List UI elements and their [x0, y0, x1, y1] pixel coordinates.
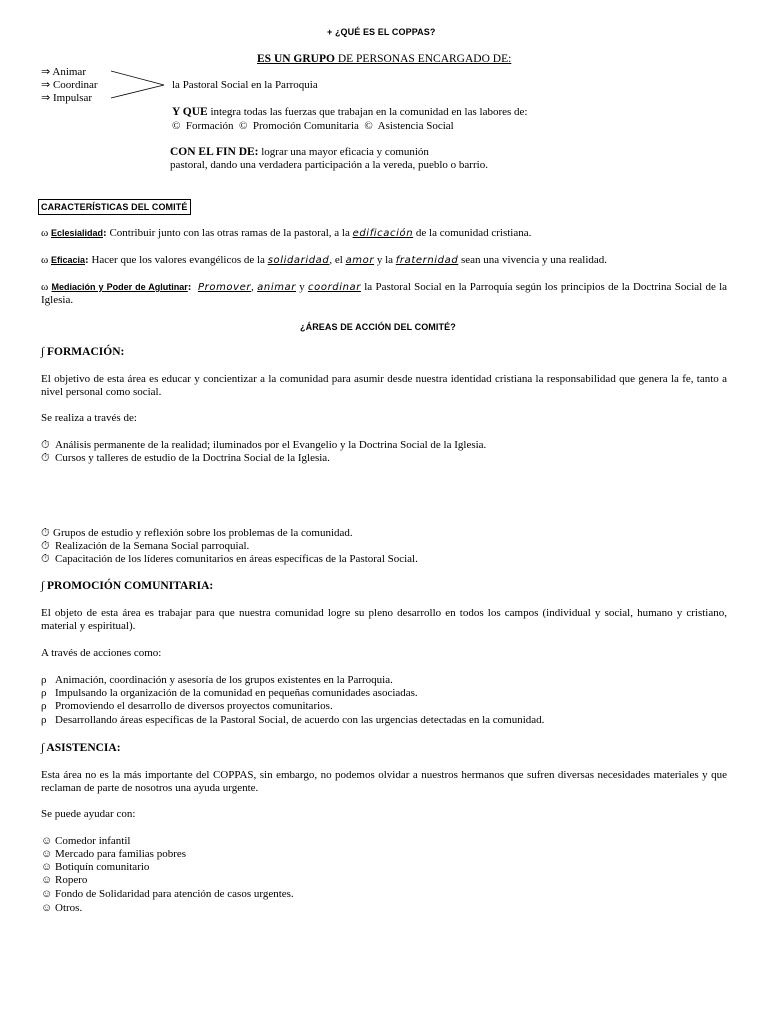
- smiley-icon: ☺: [41, 835, 53, 847]
- omega-icon: ω: [41, 227, 49, 239]
- formacion-para: El objetivo de esta área es educar y concientizar a la comunidad para asumir desde nuestra identidad cristiana la responsabilidad que genera la fe, tanto a nivel personal como social.: [41, 373, 727, 398]
- clock-icon: ⏱: [41, 527, 50, 539]
- intro-target: la Pastoral Social en la Parroquia: [172, 79, 318, 91]
- labor-item: Asistencia Social: [377, 120, 454, 132]
- list-item: ☺ Ropero: [41, 874, 88, 886]
- verb-label: Coordinar: [52, 79, 98, 91]
- verb-label: Animar: [52, 66, 86, 78]
- smiley-icon: ☺: [41, 861, 53, 873]
- copyright-icon: ©: [364, 120, 373, 132]
- list-item: ⏱ Grupos de estudio y reflexión sobre los problemas de la comunidad.: [41, 527, 353, 539]
- caracteristicas-heading: CARACTERÍSTICAS DEL COMITÉ: [38, 199, 191, 215]
- mediacion-label: Mediación y Poder de Aglutinar: [51, 282, 188, 292]
- rho-icon: ρ: [41, 714, 47, 726]
- list-item: ρ Animación, coordinación y asesoría de los grupos existentes en la Parroquia.: [41, 674, 393, 686]
- list-item: ⏱ Capacitación de los líderes comunitarios en áreas específicas de la Pastoral Social.: [41, 553, 418, 565]
- list-item: ☺ Fondo de Solidaridad para atención de casos urgentes.: [41, 888, 294, 900]
- smiley-icon: ☺: [41, 874, 53, 886]
- verb-item: [41, 92, 92, 105]
- omega-icon: ω: [41, 281, 49, 293]
- verb-label: Impulsar: [52, 92, 93, 104]
- labores-list: [172, 120, 454, 133]
- list-item: ⏱ Análisis permanente de la realidad; iluminados por el Evangelio y la Doctrina Social de la Iglesia.: [41, 439, 487, 451]
- clock-icon: ⏱: [41, 452, 50, 464]
- fin-line: CON EL FIN DE: lograr una mayor eficacia y comunión: [170, 146, 429, 158]
- intro-lead-rest: DE PERSONAS ENCARGADO DE:: [334, 53, 512, 65]
- rho-icon: ρ: [41, 687, 47, 699]
- list-item: ☺ Otros.: [41, 902, 83, 914]
- caracteristica-eclesialidad: ω Eclesialidad: Contribuir junto con las otras ramas de la pastoral, a la edificación de la comunidad cristiana.: [41, 227, 532, 239]
- list-item: ρ Impulsando la organización de la comunidad en pequeñas comunidades asociadas.: [41, 687, 418, 699]
- eclesialidad-label: Eclesialidad: [51, 228, 104, 238]
- list-item: ☺ Mercado para familias pobres: [41, 848, 187, 860]
- formacion-intro: Se realiza a través de:: [41, 412, 137, 424]
- smiley-icon: ☺: [41, 848, 53, 860]
- bracket-connector: [108, 66, 168, 102]
- list-item: ρ Desarrollando áreas específicas de la Pastoral Social, de acuerdo con las urgencias detectadas en la comunidad.: [41, 714, 545, 726]
- clock-icon: ⏱: [41, 439, 50, 451]
- arrow-icon: ⇒: [41, 66, 51, 78]
- list-item: ρ Promoviendo el desarrollo de diversos proyectos comunitarios.: [41, 700, 333, 712]
- smiley-icon: ☺: [41, 888, 53, 900]
- promocion-heading: ∫ PROMOCIÓN COMUNITARIA:: [41, 580, 214, 592]
- smiley-icon: ☺: [41, 902, 53, 914]
- promocion-intro: A través de acciones como:: [41, 647, 162, 659]
- labor-item: Promoción Comunitaria: [252, 120, 359, 132]
- list-item: ⏱ Realización de la Semana Social parroquial.: [41, 540, 250, 552]
- list-item: ⏱ Cursos y talleres de estudio de la Doctrina Social de la Iglesia.: [41, 452, 330, 464]
- yque-line: Y QUE integra todas las fuerzas que trabajan en la comunidad en las labores de:: [172, 106, 528, 118]
- intro-lead: [257, 53, 511, 66]
- copyright-icon: ©: [172, 120, 181, 132]
- asistencia-intro: Se puede ayudar con:: [41, 808, 136, 820]
- verb-item: [41, 79, 98, 92]
- page-title: + ¿QUÉ ES EL COPPAS?: [327, 27, 436, 37]
- asistencia-heading: ∫ ASISTENCIA:: [41, 742, 121, 754]
- integral-icon: ∫: [41, 742, 45, 754]
- arrow-icon: ⇒: [41, 92, 51, 104]
- clock-icon: ⏱: [41, 553, 50, 565]
- verb-item: [41, 66, 86, 79]
- integral-icon: ∫: [41, 580, 45, 592]
- formacion-heading: ∫ FORMACIÓN:: [41, 346, 125, 358]
- omega-icon: ω: [41, 254, 49, 266]
- list-item: ☺ Botiquín comunitario: [41, 861, 150, 873]
- rho-icon: ρ: [41, 700, 47, 712]
- list-item: ☺ Comedor infantil: [41, 835, 131, 847]
- integral-icon: ∫: [41, 346, 45, 358]
- fin-line-2: pastoral, dando una verdadera participación a la vereda, pueblo o barrio.: [170, 159, 488, 171]
- caracteristica-mediacion: ω Mediación y Poder de Aglutinar: Promover, animar y coordinar la Pastoral Social en la Parroquia según los principios de la Doctrina Social de la Iglesia.: [41, 281, 728, 306]
- eficacia-label: Eficacia: [51, 255, 86, 265]
- clock-icon: ⏱: [41, 540, 50, 552]
- arrow-icon: ⇒: [41, 79, 51, 91]
- promocion-para: El objeto de esta área es trabajar para que nuestra comunidad logre su pleno desarrollo en todos los campos (individual y social, humano y cristiano, material y espiritual).: [41, 607, 727, 632]
- asistencia-para: Esta área no es la más importante del COPPAS, sin embargo, no podemos olvidar a nuestros hermanos que sufren diversas necesidades materiales y que reclaman de parte de nosotros una ayuda urgente.: [41, 769, 727, 794]
- copyright-icon: ©: [239, 120, 248, 132]
- labor-item: Formación: [185, 120, 234, 132]
- rho-icon: ρ: [41, 674, 47, 686]
- intro-lead-bold: ES UN GRUPO: [257, 53, 335, 65]
- areas-heading: ¿ÁREAS DE ACCIÓN DEL COMITÉ?: [300, 322, 456, 332]
- caracteristica-eficacia: ω Eficacia: Hacer que los valores evangélicos de la solidaridad, el amor y la fraternidad sean una vivencia y una realidad.: [41, 254, 608, 266]
